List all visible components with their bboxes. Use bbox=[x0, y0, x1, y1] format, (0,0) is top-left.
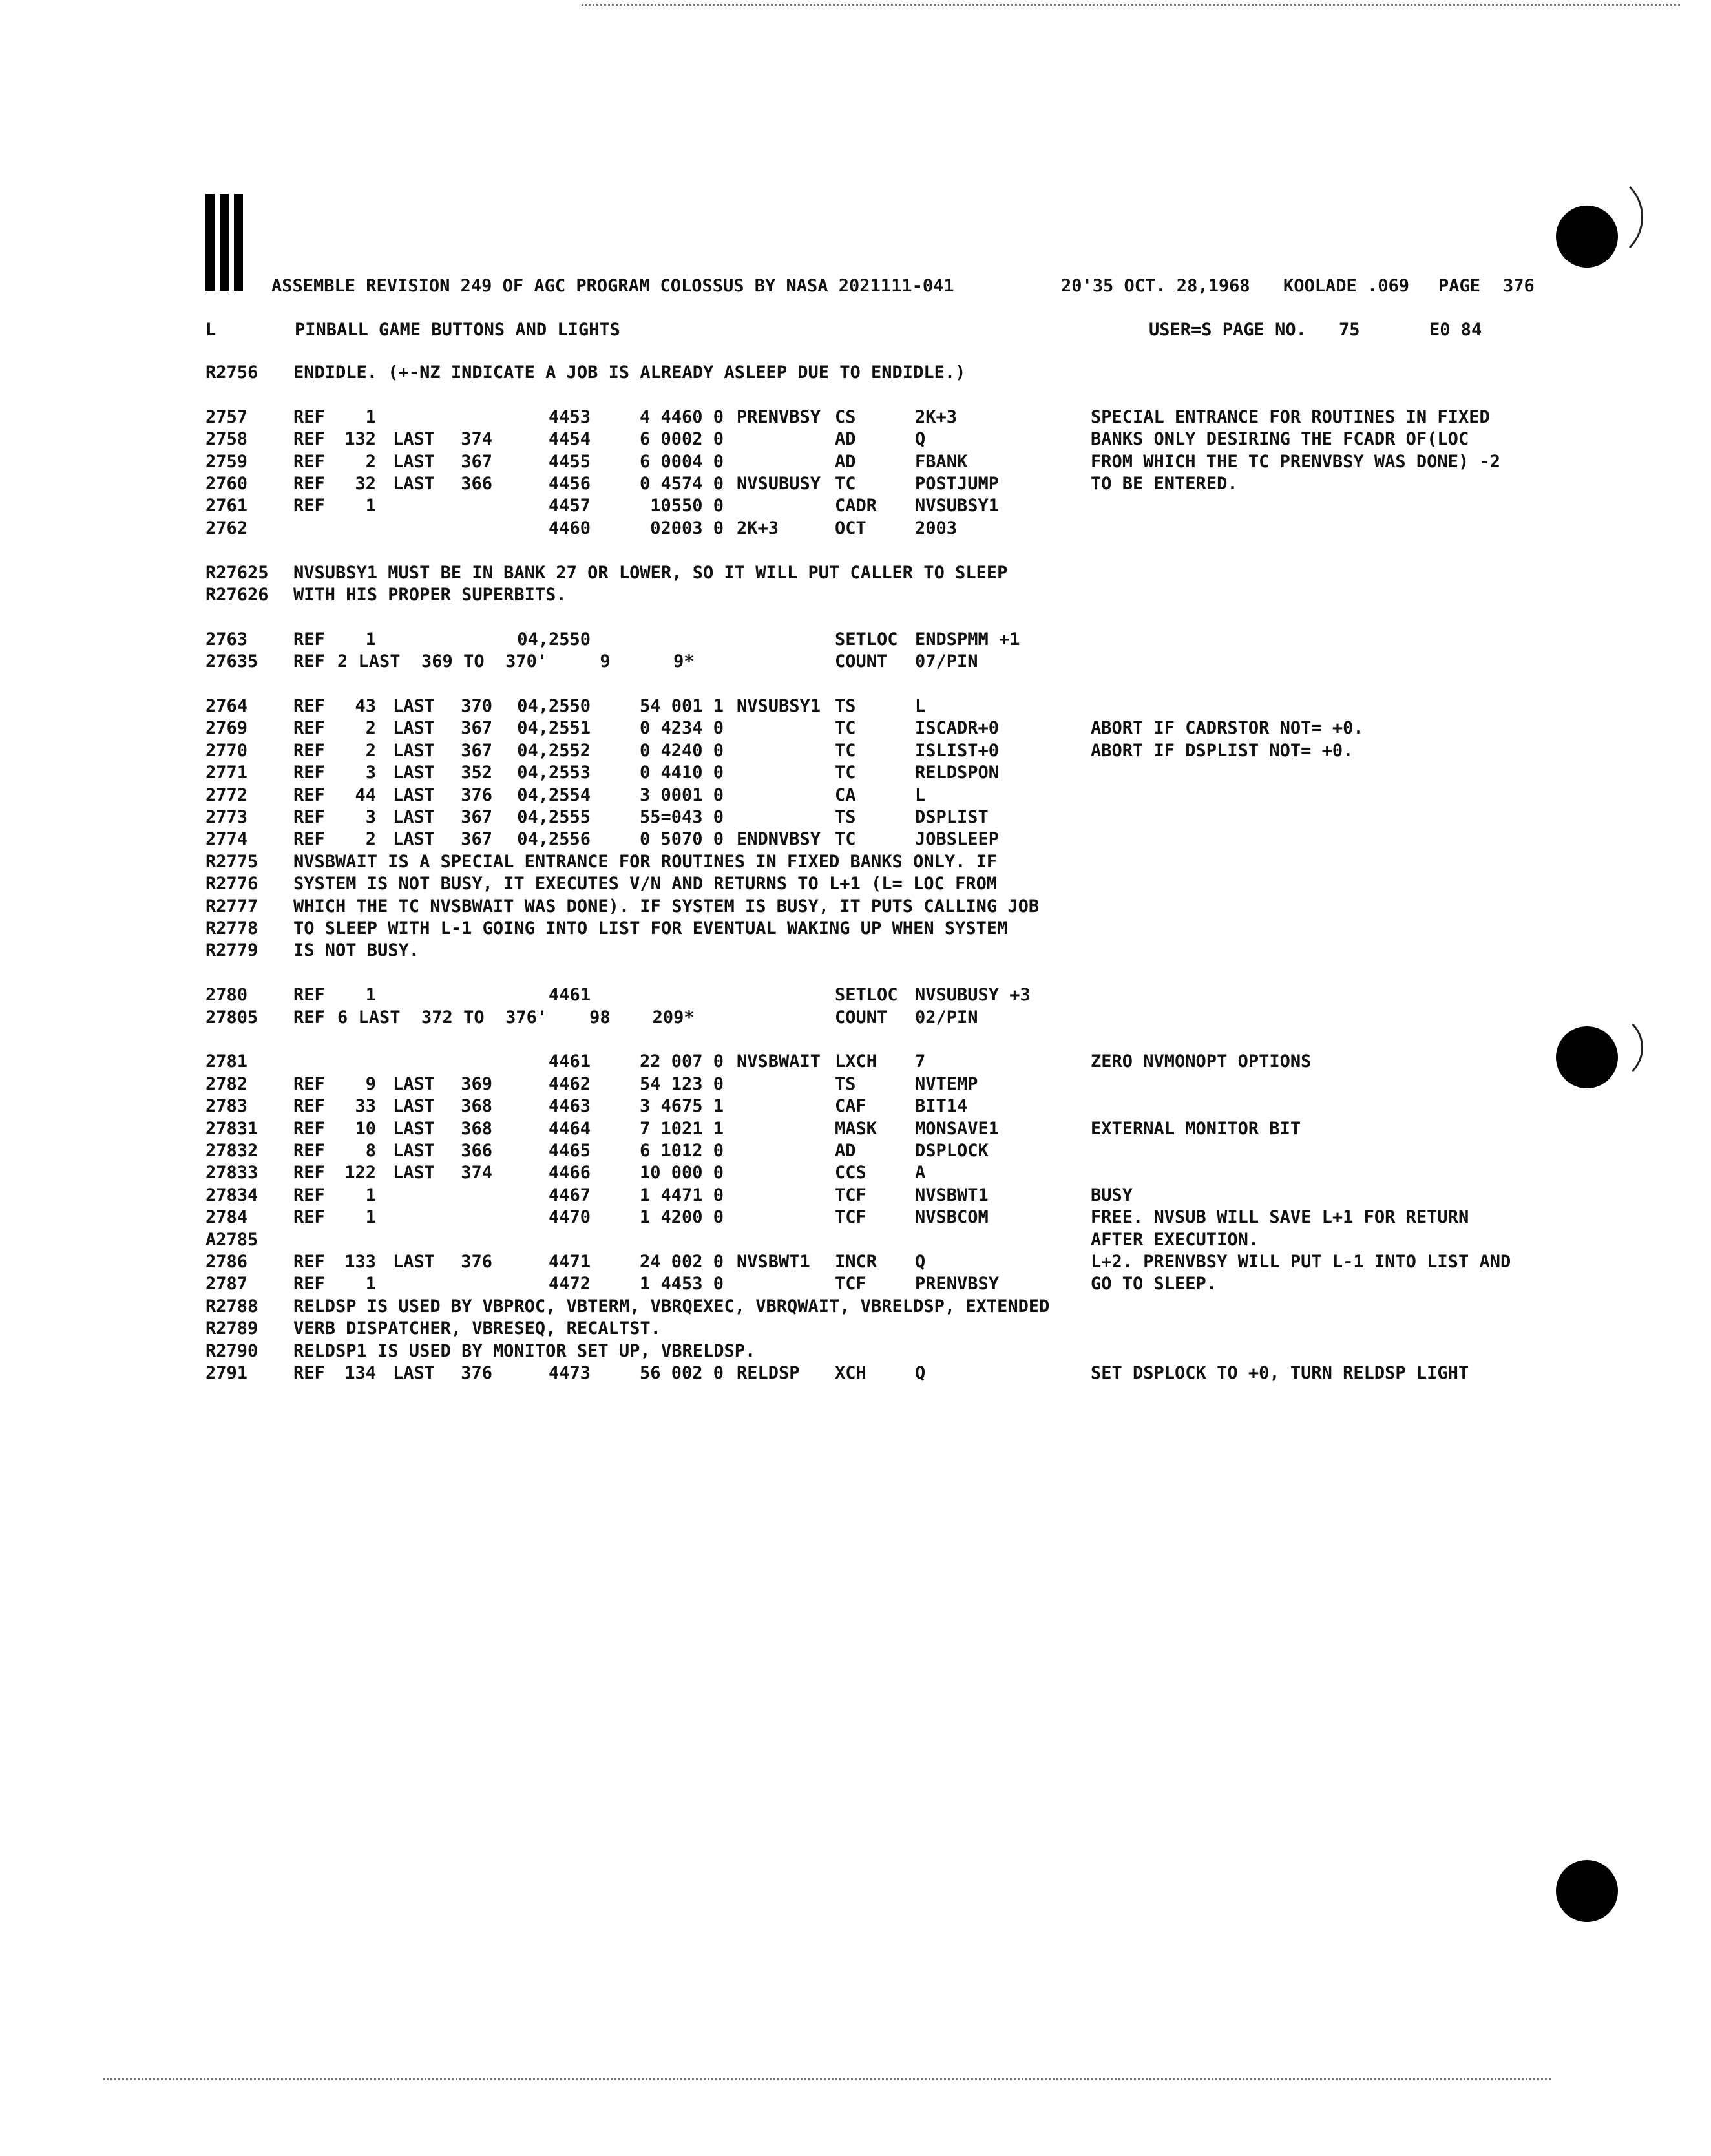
ref-count: 1 bbox=[365, 407, 376, 427]
address: 4473 bbox=[548, 1363, 591, 1383]
operand: Q bbox=[915, 1252, 926, 1272]
line-number: 2791 bbox=[205, 1363, 248, 1383]
operand: FBANK bbox=[915, 451, 968, 472]
octal-code: 54 001 1 bbox=[639, 696, 724, 716]
ref-tag: REF bbox=[293, 829, 325, 850]
count-text: 6 LAST 372 TO 376' 98 209* bbox=[337, 1007, 695, 1028]
ref-count: 3 bbox=[365, 763, 376, 783]
remark-text: RELDSP1 IS USED BY MONITOR SET UP, VBRELDSP. bbox=[293, 1340, 756, 1361]
last-tag: LAST bbox=[393, 1073, 436, 1094]
address: 4454 bbox=[548, 429, 591, 450]
opcode: CCS bbox=[835, 1163, 866, 1183]
ref-count: 8 bbox=[365, 1141, 376, 1161]
page-number: 376 bbox=[1503, 276, 1535, 296]
ref-tag: REF bbox=[293, 1185, 325, 1205]
line-number: 2774 bbox=[205, 829, 248, 850]
ref-count: 43 bbox=[355, 696, 376, 716]
remark-text: IS NOT BUSY. bbox=[293, 940, 420, 961]
octal-code: 1 4471 0 bbox=[639, 1185, 724, 1205]
octal-code: 10550 0 bbox=[650, 496, 724, 516]
line-number: 2772 bbox=[205, 785, 248, 805]
ref-tag: REF bbox=[293, 451, 325, 472]
octal-code: 3 0001 0 bbox=[639, 785, 724, 805]
e0-tag: E0 84 bbox=[1429, 320, 1482, 340]
opcode: AD bbox=[835, 451, 856, 472]
ref-tag: REF bbox=[293, 718, 325, 739]
octal-code: 02003 0 bbox=[650, 518, 724, 538]
ref-tag: REF bbox=[293, 629, 325, 650]
line-number: 27832 bbox=[205, 1141, 258, 1161]
ref-count: 33 bbox=[355, 1096, 376, 1117]
operand: 2003 bbox=[915, 518, 958, 538]
address: 4465 bbox=[548, 1141, 591, 1161]
remark-text: VERB DISPATCHER, VBRESEQ, RECALTST. bbox=[293, 1318, 661, 1339]
line-number: R2775 bbox=[205, 851, 258, 872]
ref-tag: REF bbox=[293, 1007, 325, 1028]
comment-text: EXTERNAL MONITOR BIT bbox=[1091, 1118, 1301, 1139]
octal-code: 54 123 0 bbox=[639, 1073, 724, 1094]
opcode: TCF bbox=[835, 1207, 866, 1228]
last-page: 367 bbox=[461, 451, 492, 472]
symbol-label: ENDNVBSY bbox=[737, 829, 821, 850]
remark-text: SYSTEM IS NOT BUSY, IT EXECUTES V/N AND RETURNS TO L+1 (L= LOC FROM bbox=[293, 874, 998, 894]
comment-text: ABORT IF CADRSTOR NOT= +0. bbox=[1091, 718, 1364, 739]
comment-text: SPECIAL ENTRANCE FOR ROUTINES IN FIXED bbox=[1091, 407, 1490, 427]
comment-text: L+2. PRENVBSY WILL PUT L-1 INTO LIST AND bbox=[1091, 1252, 1511, 1272]
koolade-tag: KOOLADE .069 bbox=[1283, 276, 1410, 296]
ref-count: 3 bbox=[365, 807, 376, 827]
opcode: AD bbox=[835, 1141, 856, 1161]
opcode: OCT bbox=[835, 518, 866, 538]
octal-code: 0 4234 0 bbox=[639, 718, 724, 739]
comment-text: FROM WHICH THE TC PRENVBSY WAS DONE) -2 bbox=[1091, 451, 1500, 472]
octal-code: 0 4410 0 bbox=[639, 763, 724, 783]
line-number: 27833 bbox=[205, 1163, 258, 1183]
line-number: 2760 bbox=[205, 474, 248, 494]
ref-count: 1 bbox=[365, 985, 376, 1006]
symbol-label: NVSUBUSY bbox=[737, 474, 821, 494]
address: 4462 bbox=[548, 1073, 591, 1094]
opcode: LXCH bbox=[835, 1052, 877, 1072]
address: 4470 bbox=[548, 1207, 591, 1228]
ref-count: 1 bbox=[365, 496, 376, 516]
operand: RELDSPON bbox=[915, 763, 1000, 783]
octal-code: 6 0002 0 bbox=[639, 429, 724, 450]
octal-code: 10 000 0 bbox=[639, 1163, 724, 1183]
operand: PRENVBSY bbox=[915, 1274, 1000, 1295]
assembler-title: ASSEMBLE REVISION 249 OF AGC PROGRAM COLOSSUS BY NASA 2021111-041 bbox=[271, 276, 954, 296]
ref-count: 1 bbox=[365, 1185, 376, 1205]
operand: BIT14 bbox=[915, 1096, 968, 1117]
ref-tag: REF bbox=[293, 1073, 325, 1094]
last-tag: LAST bbox=[393, 451, 436, 472]
line-number: R2789 bbox=[205, 1318, 258, 1339]
operand: ISLIST+0 bbox=[915, 740, 1000, 761]
opcode: AD bbox=[835, 429, 856, 450]
opcode: TC bbox=[835, 718, 856, 739]
last-tag: LAST bbox=[393, 696, 436, 716]
remark-text: WITH HIS PROPER SUPERBITS. bbox=[293, 585, 567, 605]
comment-text: ABORT IF DSPLIST NOT= +0. bbox=[1091, 740, 1354, 761]
ref-count: 132 bbox=[344, 429, 376, 450]
comment-text: ZERO NVMONOPT OPTIONS bbox=[1091, 1052, 1312, 1072]
opcode: CA bbox=[835, 785, 856, 805]
octal-code: 4 4460 0 bbox=[639, 407, 724, 427]
last-tag: LAST bbox=[393, 1163, 436, 1183]
ref-tag: REF bbox=[293, 1207, 325, 1228]
ref-tag: REF bbox=[293, 407, 325, 427]
line-number: 2762 bbox=[205, 518, 248, 538]
line-number: R2788 bbox=[205, 1296, 258, 1316]
opcode: TC bbox=[835, 829, 856, 850]
ref-tag: REF bbox=[293, 985, 325, 1006]
last-page: 368 bbox=[461, 1096, 492, 1117]
section-letter: L bbox=[205, 320, 216, 340]
last-tag: LAST bbox=[393, 429, 436, 450]
last-tag: LAST bbox=[393, 829, 436, 850]
ref-tag: REF bbox=[293, 496, 325, 516]
line-number: R27626 bbox=[205, 585, 269, 605]
address: 04,2550 bbox=[517, 629, 591, 650]
address: 04,2550 bbox=[517, 696, 591, 716]
last-tag: LAST bbox=[393, 1363, 436, 1383]
address: 4464 bbox=[548, 1118, 591, 1139]
last-page: 367 bbox=[461, 829, 492, 850]
ref-count: 1 bbox=[365, 1274, 376, 1295]
comment-text: SET DSPLOCK TO +0, TURN RELDSP LIGHT bbox=[1091, 1363, 1469, 1383]
last-page: 366 bbox=[461, 474, 492, 494]
opcode: TC bbox=[835, 474, 856, 494]
line-number: R2778 bbox=[205, 918, 258, 938]
comment-text: GO TO SLEEP. bbox=[1091, 1274, 1217, 1295]
operand: MONSAVE1 bbox=[915, 1118, 1000, 1139]
line-number: 2758 bbox=[205, 429, 248, 450]
ref-count: 2 bbox=[365, 829, 376, 850]
last-page: 370 bbox=[461, 696, 492, 716]
last-page: 367 bbox=[461, 807, 492, 827]
comment-text: BUSY bbox=[1091, 1185, 1133, 1205]
line-number: 2783 bbox=[205, 1096, 248, 1117]
remark-text: TO SLEEP WITH L-1 GOING INTO LIST FOR EVENTUAL WAKING UP WHEN SYSTEM bbox=[293, 918, 1008, 938]
line-number: 2769 bbox=[205, 718, 248, 739]
address: 04,2556 bbox=[517, 829, 591, 850]
ref-tag: REF bbox=[293, 785, 325, 805]
line-number: R2777 bbox=[205, 896, 258, 916]
remark-text: ENDIDLE. (+-NZ INDICATE A JOB IS ALREADY ASLEEP DUE TO ENDIDLE.) bbox=[293, 363, 966, 383]
last-tag: LAST bbox=[393, 1096, 436, 1117]
punch-hole-top-outline bbox=[1570, 173, 1643, 261]
remark-text: NVSBWAIT IS A SPECIAL ENTRANCE FOR ROUTINES IN FIXED BANKS ONLY. IF bbox=[293, 851, 998, 872]
line-number: R27625 bbox=[205, 562, 269, 583]
operand: NVSBCOM bbox=[915, 1207, 989, 1228]
octal-code: 0 4240 0 bbox=[639, 740, 724, 761]
line-number: 2773 bbox=[205, 807, 248, 827]
ref-tag: REF bbox=[293, 696, 325, 716]
symbol-label: NVSBWT1 bbox=[737, 1252, 810, 1272]
last-page: 376 bbox=[461, 1363, 492, 1383]
ref-count: 134 bbox=[344, 1363, 376, 1383]
operand: NVSUBUSY +3 bbox=[915, 985, 1031, 1006]
operand: 2K+3 bbox=[915, 407, 958, 427]
opcode: TS bbox=[835, 1073, 856, 1094]
address: 4461 bbox=[548, 1052, 591, 1072]
ref-count: 44 bbox=[355, 785, 376, 805]
count-text: 2 LAST 369 TO 370' 9 9* bbox=[337, 651, 695, 672]
header-line bbox=[0, 277, 1711, 296]
operand: JOBSLEEP bbox=[915, 829, 1000, 850]
ref-tag: REF bbox=[293, 651, 325, 672]
line-number: R2790 bbox=[205, 1340, 258, 1361]
address: 4457 bbox=[548, 496, 591, 516]
last-page: 376 bbox=[461, 785, 492, 805]
operand: POSTJUMP bbox=[915, 474, 1000, 494]
last-page: 374 bbox=[461, 1163, 492, 1183]
opcode: CADR bbox=[835, 496, 877, 516]
line-number: 2761 bbox=[205, 496, 248, 516]
ref-tag: REF bbox=[293, 1141, 325, 1161]
section-title: PINBALL GAME BUTTONS AND LIGHTS bbox=[295, 320, 620, 340]
line-number: 2782 bbox=[205, 1073, 248, 1094]
address: 4472 bbox=[548, 1274, 591, 1295]
ref-tag: REF bbox=[293, 1118, 325, 1139]
line-number: 2780 bbox=[205, 985, 248, 1006]
operand: 7 bbox=[915, 1052, 926, 1072]
ref-count: 1 bbox=[365, 629, 376, 650]
top-edge-dots bbox=[582, 4, 1680, 6]
opcode: COUNT bbox=[835, 1007, 888, 1028]
address: 04,2552 bbox=[517, 740, 591, 761]
last-tag: LAST bbox=[393, 1118, 436, 1139]
ref-count: 2 bbox=[365, 740, 376, 761]
address: 4463 bbox=[548, 1096, 591, 1117]
ref-tag: REF bbox=[293, 763, 325, 783]
line-number: 2781 bbox=[205, 1052, 248, 1072]
bottom-edge-dots bbox=[103, 2078, 1551, 2080]
line-number: 2784 bbox=[205, 1207, 248, 1228]
opcode: TCF bbox=[835, 1185, 866, 1205]
address: 4467 bbox=[548, 1185, 591, 1205]
ref-count: 10 bbox=[355, 1118, 376, 1139]
line-number: 27805 bbox=[205, 1007, 258, 1028]
operand: NVTEMP bbox=[915, 1073, 978, 1094]
address: 4455 bbox=[548, 451, 591, 472]
page-label: PAGE bbox=[1438, 276, 1481, 296]
operand: 07/PIN bbox=[915, 651, 978, 672]
octal-code: 3 4675 1 bbox=[639, 1096, 724, 1117]
last-page: 352 bbox=[461, 763, 492, 783]
opcode: SETLOC bbox=[835, 985, 898, 1006]
punch-hole-bottom bbox=[1556, 1860, 1618, 1922]
line-number: 27834 bbox=[205, 1185, 258, 1205]
octal-code: 6 1012 0 bbox=[639, 1141, 724, 1161]
address: 04,2555 bbox=[517, 807, 591, 827]
operand: NVSUBSY1 bbox=[915, 496, 1000, 516]
symbol-label: PRENVBSY bbox=[737, 407, 821, 427]
octal-code: 22 007 0 bbox=[639, 1052, 724, 1072]
comment-text: AFTER EXECUTION. bbox=[1091, 1229, 1259, 1250]
last-page: 368 bbox=[461, 1118, 492, 1139]
symbol-label: 2K+3 bbox=[737, 518, 779, 538]
operand: Q bbox=[915, 429, 926, 450]
ref-tag: REF bbox=[293, 429, 325, 450]
ref-tag: REF bbox=[293, 1363, 325, 1383]
ref-tag: REF bbox=[293, 807, 325, 827]
last-page: 366 bbox=[461, 1141, 492, 1161]
last-tag: LAST bbox=[393, 740, 436, 761]
last-page: 374 bbox=[461, 429, 492, 450]
symbol-label: NVSUBSY1 bbox=[737, 696, 821, 716]
user-page-label: USER=S PAGE NO. bbox=[1149, 320, 1307, 340]
ref-tag: REF bbox=[293, 1163, 325, 1183]
last-tag: LAST bbox=[393, 807, 436, 827]
last-tag: LAST bbox=[393, 718, 436, 739]
opcode: XCH bbox=[835, 1363, 866, 1383]
line-number: R2756 bbox=[205, 363, 258, 383]
ref-count: 9 bbox=[365, 1073, 376, 1094]
last-tag: LAST bbox=[393, 785, 436, 805]
remark-text: RELDSP IS USED BY VBPROC, VBTERM, VBRQEXEC, VBRQWAIT, VBRELDSP, EXTENDED bbox=[293, 1296, 1050, 1316]
ref-tag: REF bbox=[293, 1096, 325, 1117]
address: 4461 bbox=[548, 985, 591, 1006]
address: 04,2551 bbox=[517, 718, 591, 739]
opcode: TCF bbox=[835, 1274, 866, 1295]
octal-code: 56 002 0 bbox=[639, 1363, 724, 1383]
last-page: 367 bbox=[461, 740, 492, 761]
section-header bbox=[0, 321, 1711, 340]
user-page-number: 75 bbox=[1339, 320, 1360, 340]
ref-tag: REF bbox=[293, 740, 325, 761]
address: 4456 bbox=[548, 474, 591, 494]
operand: NVSBWT1 bbox=[915, 1185, 989, 1205]
operand: ENDSPMM +1 bbox=[915, 629, 1020, 650]
operand: A bbox=[915, 1163, 926, 1183]
opcode: CS bbox=[835, 407, 856, 427]
ref-count: 133 bbox=[344, 1252, 376, 1272]
last-tag: LAST bbox=[393, 474, 436, 494]
punch-hole-middle-outline bbox=[1570, 1013, 1643, 1082]
line-number: 2757 bbox=[205, 407, 248, 427]
octal-code: 6 0004 0 bbox=[639, 451, 724, 472]
ref-tag: REF bbox=[293, 474, 325, 494]
ref-tag: REF bbox=[293, 1252, 325, 1272]
line-number: 2759 bbox=[205, 451, 248, 472]
operand: Q bbox=[915, 1363, 926, 1383]
ref-tag: REF bbox=[293, 1274, 325, 1295]
octal-code: 7 1021 1 bbox=[639, 1118, 724, 1139]
operand: DSPLIST bbox=[915, 807, 989, 827]
opcode: CAF bbox=[835, 1096, 866, 1117]
address: 4453 bbox=[548, 407, 591, 427]
address: 04,2554 bbox=[517, 785, 591, 805]
operand: L bbox=[915, 785, 926, 805]
line-number: R2779 bbox=[205, 940, 258, 961]
last-page: 367 bbox=[461, 718, 492, 739]
opcode: TS bbox=[835, 696, 856, 716]
line-number: 2786 bbox=[205, 1252, 248, 1272]
opcode: TS bbox=[835, 807, 856, 827]
operand: ISCADR+0 bbox=[915, 718, 1000, 739]
ref-count: 1 bbox=[365, 1207, 376, 1228]
opcode: TC bbox=[835, 763, 856, 783]
octal-code: 1 4200 0 bbox=[639, 1207, 724, 1228]
opcode: TC bbox=[835, 740, 856, 761]
comment-text: TO BE ENTERED. bbox=[1091, 474, 1238, 494]
listing-timestamp: 20'35 OCT. 28,1968 bbox=[1061, 276, 1250, 296]
octal-code: 0 5070 0 bbox=[639, 829, 724, 850]
last-page: 376 bbox=[461, 1252, 492, 1272]
address: 4471 bbox=[548, 1252, 591, 1272]
last-tag: LAST bbox=[393, 1252, 436, 1272]
ref-count: 32 bbox=[355, 474, 376, 494]
symbol-label: NVSBWAIT bbox=[737, 1052, 821, 1072]
ref-count: 122 bbox=[344, 1163, 376, 1183]
remark-text: WHICH THE TC NVSBWAIT WAS DONE). IF SYSTEM IS BUSY, IT PUTS CALLING JOB bbox=[293, 896, 1040, 916]
address: 4466 bbox=[548, 1163, 591, 1183]
comment-text: FREE. NVSUB WILL SAVE L+1 FOR RETURN bbox=[1091, 1207, 1469, 1228]
line-number: 2763 bbox=[205, 629, 248, 650]
opcode: COUNT bbox=[835, 651, 888, 672]
opcode: MASK bbox=[835, 1118, 877, 1139]
operand: DSPLOCK bbox=[915, 1141, 989, 1161]
line-number: 2764 bbox=[205, 696, 248, 716]
last-page: 369 bbox=[461, 1073, 492, 1094]
operand: L bbox=[915, 696, 926, 716]
line-number: 27635 bbox=[205, 651, 258, 672]
line-number: 2787 bbox=[205, 1274, 248, 1295]
line-number: 2771 bbox=[205, 763, 248, 783]
address: 04,2553 bbox=[517, 763, 591, 783]
line-number: 2770 bbox=[205, 740, 248, 761]
operand: 02/PIN bbox=[915, 1007, 978, 1028]
remark-text: NVSUBSY1 MUST BE IN BANK 27 OR LOWER, SO IT WILL PUT CALLER TO SLEEP bbox=[293, 562, 1008, 583]
opcode: INCR bbox=[835, 1252, 877, 1272]
line-number: R2776 bbox=[205, 874, 258, 894]
ref-count: 2 bbox=[365, 718, 376, 739]
comment-text: BANKS ONLY DESIRING THE FCADR OF(LOC bbox=[1091, 429, 1469, 450]
address: 4460 bbox=[548, 518, 591, 538]
line-number: 27831 bbox=[205, 1118, 258, 1139]
octal-code: 1 4453 0 bbox=[639, 1274, 724, 1295]
ref-count: 2 bbox=[365, 451, 376, 472]
opcode: SETLOC bbox=[835, 629, 898, 650]
last-tag: LAST bbox=[393, 763, 436, 783]
line-number: A2785 bbox=[205, 1229, 258, 1250]
octal-code: 0 4574 0 bbox=[639, 474, 724, 494]
octal-code: 55=043 0 bbox=[639, 807, 724, 827]
symbol-label: RELDSP bbox=[737, 1363, 800, 1383]
octal-code: 24 002 0 bbox=[639, 1252, 724, 1272]
last-tag: LAST bbox=[393, 1141, 436, 1161]
